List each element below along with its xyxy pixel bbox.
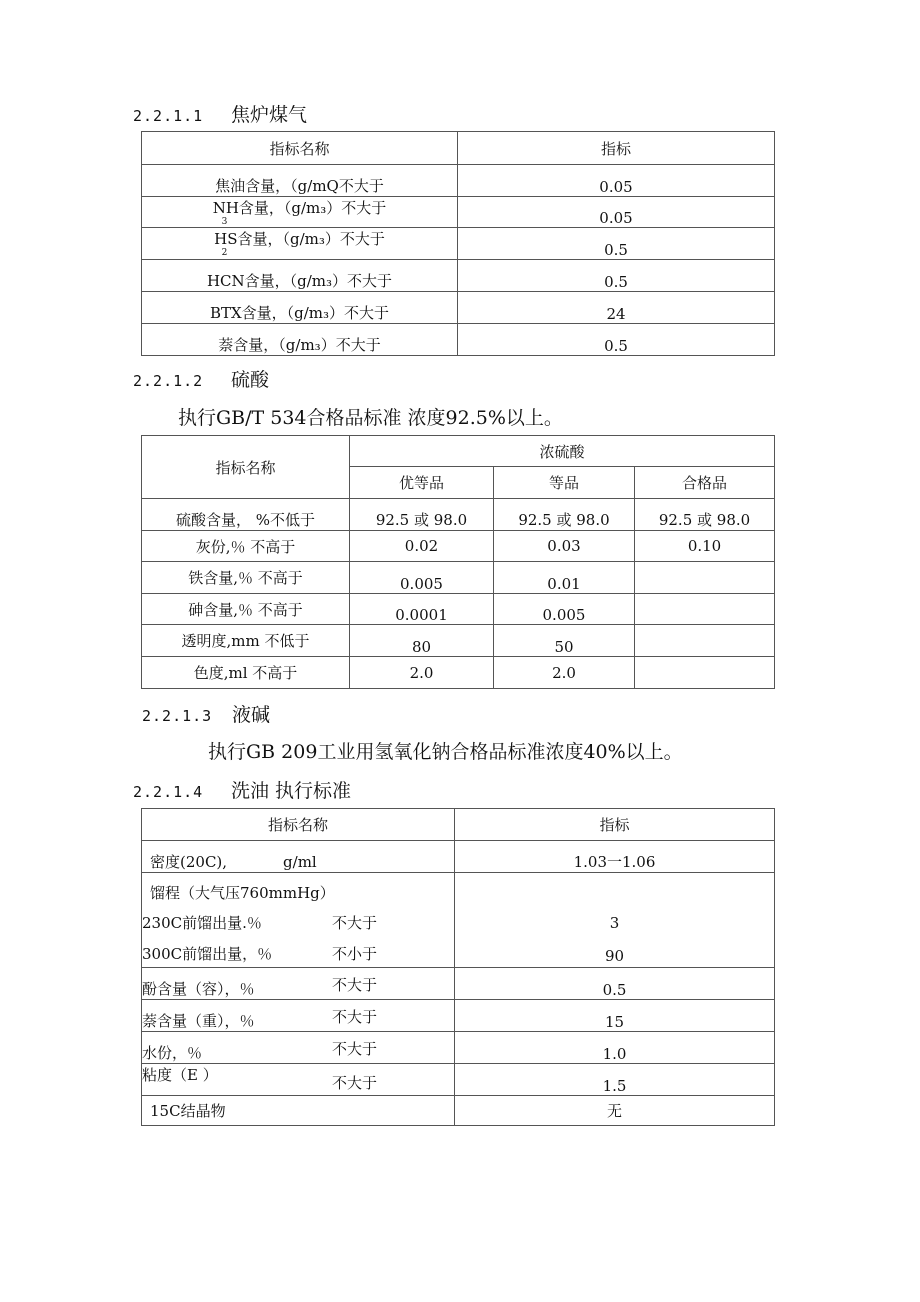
distill-item-limit: 不小于 <box>332 945 378 963</box>
row-limit: 不大于 <box>332 1008 378 1026</box>
row-subscript: 2 <box>221 248 228 258</box>
table-row <box>142 260 775 292</box>
row-name: 焦油含量，（g/mQ不大于 <box>142 165 458 197</box>
row-value <box>635 625 775 657</box>
section-number: 2.2.1.4 <box>133 783 204 801</box>
row-value: 92.5 或 98.0 <box>635 499 775 531</box>
grade-header: 优等品 <box>350 467 494 499</box>
section-title: 焦炉煤气 <box>231 104 308 126</box>
distill-item-name: 300C前馏出量，％ <box>142 945 273 963</box>
table-row <box>142 1096 775 1126</box>
distill-cell <box>142 873 455 968</box>
row-value: 0.05 <box>458 165 775 197</box>
row-name: 透明度,mm 不低于 <box>142 625 350 657</box>
row-name: HS含量，（g/m₃）不大于 <box>214 230 385 248</box>
row-value: 1.5 <box>455 1064 775 1096</box>
row-value: 24 <box>458 292 775 324</box>
row-value: 0.005 <box>494 594 635 625</box>
row-name: 色度,ml 不高于 <box>142 657 350 689</box>
gas-table <box>141 131 775 356</box>
row-value: 0.5 <box>458 260 775 292</box>
table-row <box>142 228 775 260</box>
row-value: 0.02 <box>350 531 494 562</box>
row-value: 2.0 <box>350 657 494 689</box>
distill-values <box>455 873 775 968</box>
row-limit: 不大于 <box>332 1040 378 1058</box>
row-value: 90 <box>604 947 625 965</box>
row-name-cell <box>142 968 455 1000</box>
table-row <box>142 1032 775 1064</box>
distill-item-limit: 不大于 <box>332 914 378 932</box>
table-row <box>142 499 775 531</box>
row-value: 50 <box>494 625 635 657</box>
row-value: 0.005 <box>350 562 494 594</box>
row-value: 80 <box>350 625 494 657</box>
row-name: 砷含量,％ 不高于 <box>142 594 350 625</box>
table-row <box>142 968 775 1000</box>
table-row <box>142 625 775 657</box>
row-value: 0.10 <box>635 531 775 562</box>
row-value: 1.03一1.06 <box>455 841 775 873</box>
table-row <box>142 1000 775 1032</box>
distill-title: 馏程（大气压760mmHg） <box>150 884 335 902</box>
row-name: 灰份,％ 不高于 <box>142 531 350 562</box>
acid-standard-text: 执行GB/T 534合格品标准 浓度92.5%以上。 <box>178 407 563 429</box>
grade-header: 等品 <box>494 467 635 499</box>
section-title: 硫酸 <box>231 369 270 391</box>
distill-item-name: 230C前馏出量.％ <box>142 914 262 932</box>
row-value: 0.03 <box>494 531 635 562</box>
table-row <box>142 165 775 197</box>
row-name: 硫酸含量， %不低于 <box>142 499 350 531</box>
row-name: NH含量，（g/m₃）不大于 <box>212 199 387 217</box>
row-value: 0.05 <box>458 197 775 228</box>
row-name-cell <box>142 1032 455 1064</box>
row-name: 萘含量（重），％ <box>142 1012 255 1030</box>
row-value: 15 <box>455 1000 775 1032</box>
table-row <box>142 841 775 873</box>
row-value: 92.5 或 98.0 <box>494 499 635 531</box>
table-row <box>142 873 775 968</box>
row-limit: 不大于 <box>332 1074 378 1092</box>
row-name: 萘含量，（g/m₃）不大于 <box>142 324 458 356</box>
row-name: 粘度（E ） <box>142 1066 218 1084</box>
header-name: 指标名称 <box>142 436 350 499</box>
row-name: HCN含量，（g/m₃）不大于 <box>142 260 458 292</box>
section-number: 2.2.1.2 <box>133 372 204 390</box>
header-value: 指标 <box>455 809 775 841</box>
density-unit: g/ml <box>283 853 317 871</box>
row-value: 92.5 或 98.0 <box>350 499 494 531</box>
row-name: 15C结晶物 <box>142 1096 455 1126</box>
row-value: 1.0 <box>455 1032 775 1064</box>
oil-table <box>141 808 775 1126</box>
header-name: 指标名称 <box>142 809 455 841</box>
row-name: 酚含量（容），％ <box>142 980 255 998</box>
table-row <box>142 657 775 689</box>
table-row <box>142 594 775 625</box>
section-number: 2.2.1.3 <box>142 707 213 725</box>
row-name: BTX含量，（g/m₃）不大于 <box>142 292 458 324</box>
table-row <box>142 324 775 356</box>
section-heading-acid <box>133 365 269 392</box>
section-heading-caustic <box>142 700 270 727</box>
row-name-cell <box>142 841 455 873</box>
row-value <box>635 562 775 594</box>
table-row <box>142 292 775 324</box>
row-value: 无 <box>455 1096 775 1126</box>
row-value: 0.5 <box>458 228 775 260</box>
table-row <box>142 197 775 228</box>
density-label: 密度(20C), <box>150 853 228 871</box>
row-value: 0.01 <box>494 562 635 594</box>
section-heading-gas <box>133 100 307 127</box>
row-value: 0.5 <box>458 324 775 356</box>
section-number: 2.2.1.1 <box>133 107 204 125</box>
row-name-cell <box>142 1064 455 1096</box>
header-group: 浓硫酸 <box>350 436 775 467</box>
caustic-standard-text: 执行GB 209工业用氢氧化钠合格品标准浓度40%以上。 <box>208 741 683 763</box>
row-name: 水份，％ <box>142 1044 203 1062</box>
table-row <box>142 1064 775 1096</box>
row-value: 0.0001 <box>350 594 494 625</box>
row-limit: 不大于 <box>332 976 378 994</box>
header-value: 指标 <box>458 132 775 165</box>
row-subscript: 3 <box>221 217 228 227</box>
section-title: 洗油 执行标准 <box>231 780 352 802</box>
table-row <box>142 562 775 594</box>
section-title: 液碱 <box>232 704 271 726</box>
header-name: 指标名称 <box>142 132 458 165</box>
row-name-cell <box>142 197 458 228</box>
grade-header: 合格品 <box>635 467 775 499</box>
row-name-cell <box>142 1000 455 1032</box>
row-name-cell <box>142 228 458 260</box>
table-row <box>142 531 775 562</box>
row-value: 3 <box>609 914 620 932</box>
row-name: 铁含量,％ 不高于 <box>142 562 350 594</box>
row-value: 0.5 <box>455 968 775 1000</box>
row-value <box>635 657 775 689</box>
row-value <box>635 594 775 625</box>
section-heading-oil <box>133 776 351 803</box>
row-value: 2.0 <box>494 657 635 689</box>
acid-table <box>141 435 775 689</box>
